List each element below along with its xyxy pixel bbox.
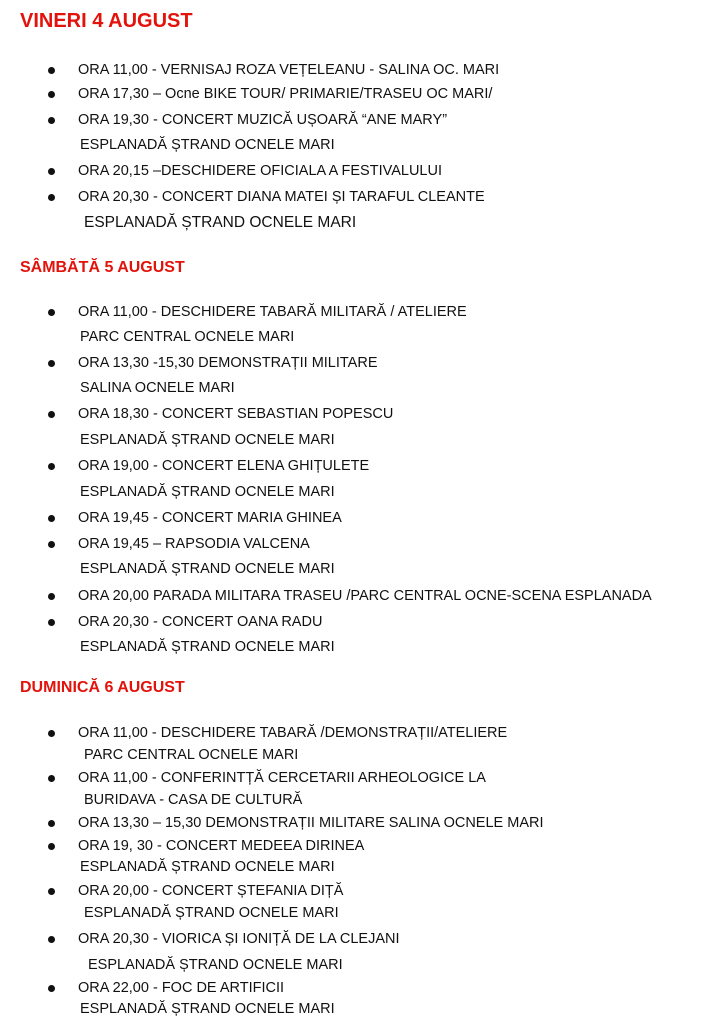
event-text: ORA 11,00 - DESCHIDERE TABARĂ /DEMONSTRAȚII/ATELIERE [78,725,508,741]
day-heading-friday: VINERI 4 AUGUST [20,10,193,32]
event-location-row [0,903,717,925]
bullet-icon [48,593,55,600]
event-location: ESPLANADĂ ȘTRAND OCNELE MARI [88,957,343,973]
event-location: ESPLANADĂ ȘTRAND OCNELE MARI [80,432,335,448]
bullet-icon [48,411,55,418]
event-location-row [0,327,717,349]
bullet-icon [48,91,55,98]
event-text: ORA 11,00 - DESCHIDERE TABARĂ MILITARĂ / ATELIERE [78,304,467,320]
bullet-icon [48,888,55,895]
event-item [0,612,717,634]
event-location: ESPLANADĂ ȘTRAND OCNELE MARI [80,137,335,153]
event-text: ORA 19,45 – RAPSODIA VALCENA [78,536,310,552]
event-item [0,768,717,790]
event-item [0,508,717,530]
bullet-icon [48,67,55,74]
event-item [0,60,717,82]
event-item [0,456,717,478]
bullet-icon [48,360,55,367]
event-location: PARC CENTRAL OCNELE MARI [80,329,295,345]
event-location: ESPLANADĂ ȘTRAND OCNELE MARI [84,214,357,231]
bullet-icon [48,168,55,175]
event-text: ORA 13,30 -15,30 DEMONSTRAȚII MILITARE [78,355,378,371]
event-location: SALINA OCNELE MARI [80,380,235,396]
event-location-row [0,135,717,157]
event-location: ESPLANADĂ ȘTRAND OCNELE MARI [80,859,335,875]
event-location: ESPLANADĂ ȘTRAND OCNELE MARI [80,1001,335,1017]
event-item [0,353,717,375]
event-item [0,110,717,132]
event-text: ORA 20,00 - CONCERT ȘTEFANIA DIȚĂ [78,883,344,899]
event-text: ORA 20,30 - VIORICA ȘI IONIȚĂ DE LA CLEJANI [78,931,400,947]
event-location-row [0,999,717,1021]
event-location-row [0,482,717,504]
day-heading-sunday: DUMINICĂ 6 AUGUST [20,679,185,696]
event-location-row [0,559,717,581]
event-text: ORA 11,00 - CONFERINTȚĂ CERCETARII ARHEOLOGICE LA [78,770,486,786]
event-text: ORA 20,30 - CONCERT DIANA MATEI ȘI TARAFUL CLEANTE [78,189,485,205]
event-location-row [0,955,717,977]
event-text: ORA 22,00 - FOC DE ARTIFICII [78,980,285,996]
event-item [0,302,717,324]
event-text: ORA 19,00 - CONCERT ELENA GHIȚULETE [78,458,370,474]
event-location: ESPLANADĂ ȘTRAND OCNELE MARI [80,484,335,500]
event-item [0,813,717,835]
event-item [0,534,717,556]
event-item [0,929,717,951]
bullet-icon [48,730,55,737]
event-text: ORA 11,00 - VERNISAJ ROZA VEȚELEANU - SALINA OC. MARI [78,62,500,78]
event-location-row [0,857,717,879]
event-location-row [0,378,717,400]
event-item [0,84,717,106]
event-location: ESPLANADĂ ȘTRAND OCNELE MARI [80,639,335,655]
event-item [0,881,717,903]
event-item [0,404,717,426]
bullet-icon [48,463,55,470]
event-text: ORA 13,30 – 15,30 DEMONSTRAȚII MILITARE SALINA OCNELE MARI [78,815,544,831]
event-location-row [0,430,717,452]
event-text: ORA 20,15 –DESCHIDERE OFICIALA A FESTIVALULUI [78,163,442,179]
event-text: ORA 18,30 - CONCERT SEBASTIAN POPESCU [78,406,394,422]
event-item [0,723,717,745]
bullet-icon [48,117,55,124]
event-location-row [0,790,717,812]
event-location: ESPLANADĂ ȘTRAND OCNELE MARI [84,905,339,921]
event-text: ORA 20,00 PARADA MILITARA TRASEU /PARC CENTRAL OCNE-SCENA ESPLANADA [78,588,652,604]
event-item [0,836,717,858]
event-item [0,586,717,608]
event-text: ORA 17,30 – Ocne BIKE TOUR/ PRIMARIE/TRASEU OC MARI/ [78,86,493,102]
bullet-icon [48,775,55,782]
event-location: ESPLANADĂ ȘTRAND OCNELE MARI [80,561,335,577]
event-item [0,187,717,209]
event-location-row [0,213,717,235]
bullet-icon [48,541,55,548]
bullet-icon [48,936,55,943]
bullet-icon [48,619,55,626]
event-location-row [0,745,717,767]
event-location: BURIDAVA - CASA DE CULTURĂ [84,792,303,808]
bullet-icon [48,985,55,992]
event-location-row [0,637,717,659]
day-heading-saturday: SÂMBĂTĂ 5 AUGUST [20,259,185,276]
bullet-icon [48,843,55,850]
event-text: ORA 19,30 - CONCERT MUZICĂ UȘOARĂ “ANE MARY” [78,112,448,128]
event-text: ORA 19, 30 - CONCERT MEDEEA DIRINEA [78,838,365,854]
event-text: ORA 19,45 - CONCERT MARIA GHINEA [78,510,342,526]
bullet-icon [48,194,55,201]
event-item [0,978,717,1000]
event-text: ORA 20,30 - CONCERT OANA RADU [78,614,323,630]
event-location: PARC CENTRAL OCNELE MARI [84,747,299,763]
event-item [0,161,717,183]
bullet-icon [48,820,55,827]
bullet-icon [48,309,55,316]
bullet-icon [48,515,55,522]
